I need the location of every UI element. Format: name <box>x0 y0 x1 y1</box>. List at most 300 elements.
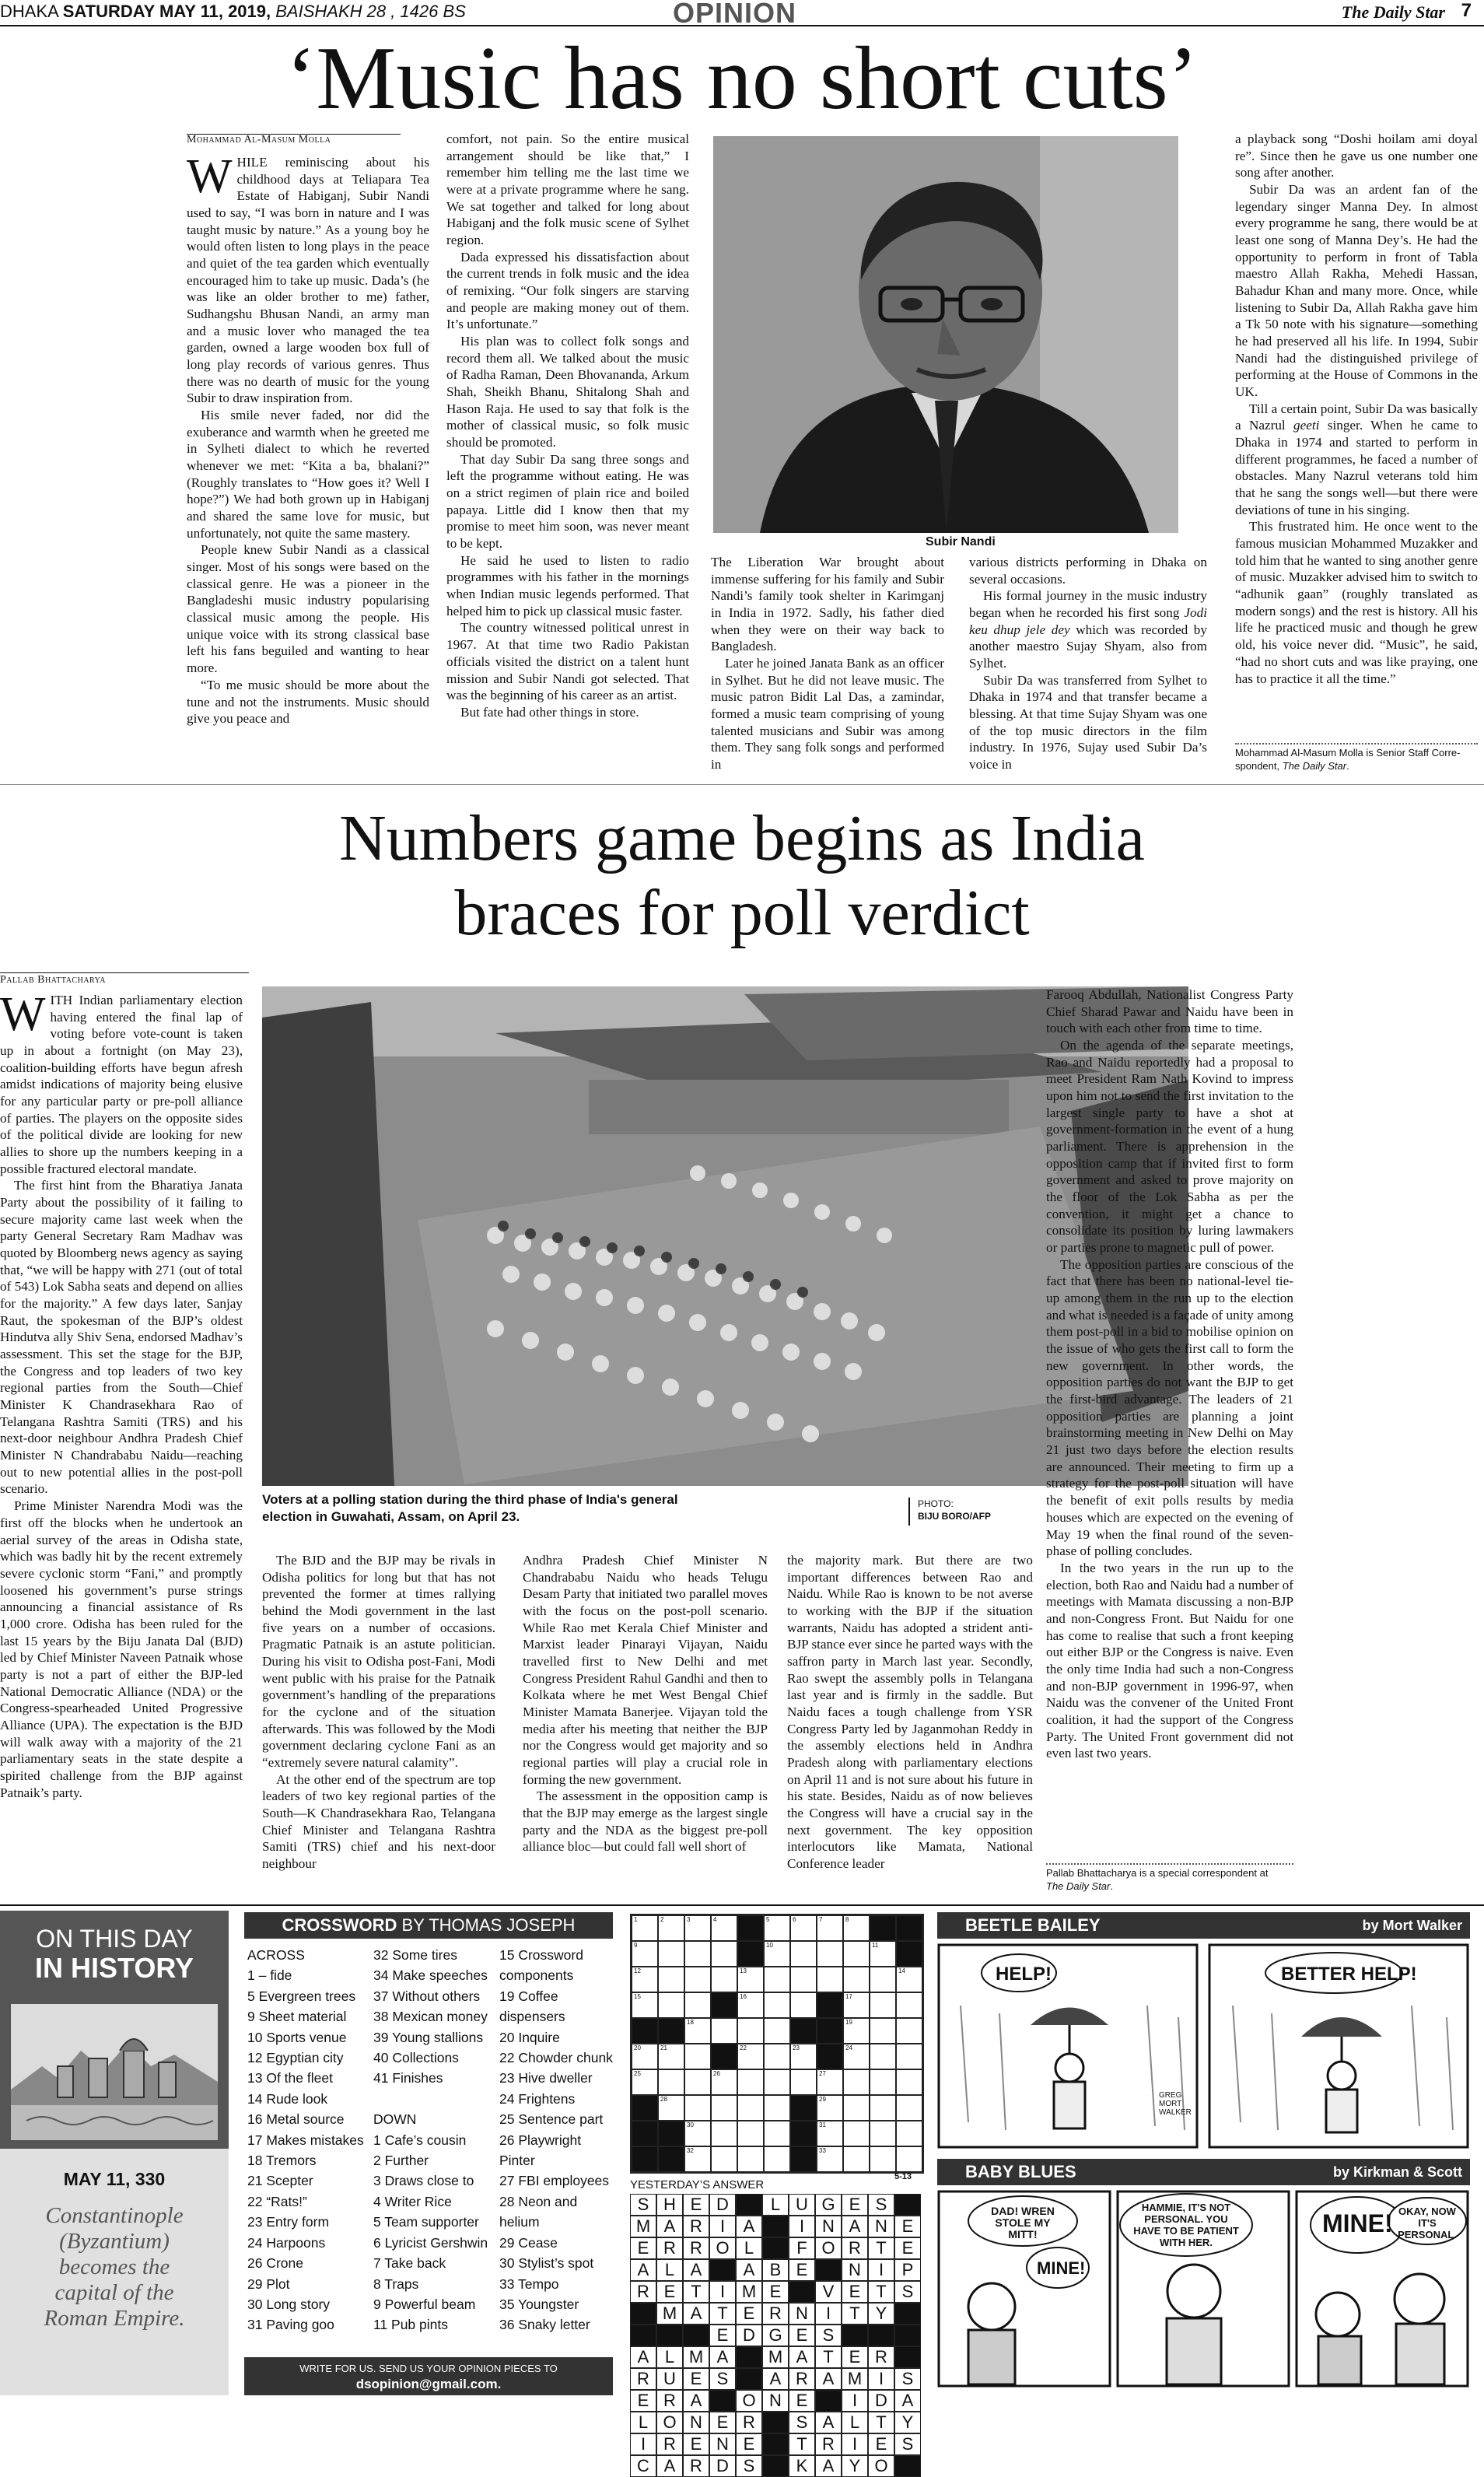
crossword-across-col1 <box>247 1945 364 2335</box>
grid-number: 25 <box>634 2070 641 2077</box>
article1-col4-p2 <box>969 587 1207 671</box>
grid-cell[interactable] <box>737 2044 764 2069</box>
grid-cell[interactable] <box>632 2069 658 2095</box>
article1-col4-p2a: His formal journey in the music industry began when he recorded his first song <box>969 588 1207 621</box>
baby-balloon-2: MINE! <box>1037 2258 1086 2278</box>
clue-a9: 9 Sheet material <box>247 2009 347 2025</box>
grid-cell[interactable] <box>843 1915 870 1941</box>
grid-cell[interactable] <box>790 1941 817 1967</box>
grid-cell[interactable] <box>843 2018 870 2044</box>
clue-a16: 16 Metal source <box>247 2111 345 2128</box>
grid-cell[interactable] <box>658 2069 684 2095</box>
clue-d25: 25 Sentence part <box>499 2111 604 2128</box>
grid-number: 22 <box>740 2044 747 2051</box>
baby-blues-strip <box>937 2190 1470 2388</box>
grid-cell[interactable] <box>870 2146 896 2172</box>
history-illustration <box>11 2004 218 2140</box>
answer-block <box>736 2368 762 2390</box>
grid-block <box>711 2044 737 2069</box>
grid-cell[interactable] <box>658 1992 684 2018</box>
answer-block <box>789 2281 815 2303</box>
grid-cell[interactable] <box>764 2069 790 2095</box>
section-label: OPINION <box>673 0 797 29</box>
grid-block <box>870 1915 896 1941</box>
beetle-title: BEETLE BAILEY <box>965 1915 1101 1935</box>
grid-number: 24 <box>845 2044 852 2051</box>
clue-d19: 19 Coffee <box>499 1988 558 2004</box>
answer-block <box>762 2412 789 2433</box>
clue-a32: 32 Some tires <box>373 1947 457 1963</box>
grid-cell[interactable] <box>843 1992 870 2018</box>
answer-letter: E <box>630 2237 656 2259</box>
answer-letter: M <box>842 2368 868 2390</box>
answer-letter: E <box>683 2194 709 2216</box>
answer-letter: E <box>789 2390 815 2412</box>
answer-letter: S <box>868 2194 894 2216</box>
grid-block <box>658 2018 684 2044</box>
paper-name: The Daily Star <box>1341 2 1445 22</box>
answer-letter: S <box>709 2368 736 2390</box>
grid-number: 15 <box>634 1993 641 2000</box>
grid-cell[interactable] <box>870 2069 896 2095</box>
grid-cell[interactable] <box>737 2069 764 2095</box>
answer-letter: E <box>842 2281 868 2303</box>
grid-cell[interactable] <box>843 2044 870 2069</box>
article2-note-b: The Daily Star <box>1046 1880 1111 1892</box>
answer-letter: O <box>656 2412 683 2433</box>
article2-col5-p4: In the two years in the run up to the election, both Rao and Naidu had a number of meetings with Mamata discussing a non-BJP and non-Congress Front. But Naidu for one has come to realise that such a front keeping out either BJP or the Congress is naive. Even the only time India had such a non-Congress and non-BJP government in 1996-97, when Naidu was the convener of the United Front coalition, it had the support of the Congress Party. The United Front government did not even last two years. <box>1046 1560 1293 1761</box>
answer-block <box>630 2325 656 2346</box>
answer-letter: G <box>762 2325 789 2346</box>
grid-cell[interactable] <box>684 1992 711 2018</box>
grid-cell[interactable] <box>711 2018 737 2044</box>
grid-cell[interactable] <box>790 1915 817 1941</box>
answer-letter: E <box>683 2368 709 2390</box>
grid-number: 7 <box>819 1916 823 1923</box>
grid-cell[interactable] <box>896 2018 922 2044</box>
grid-cell[interactable] <box>870 2121 896 2146</box>
grid-cell[interactable] <box>632 1992 658 2018</box>
answer-letter: F <box>789 2237 815 2259</box>
article1-col5-p1: a playback song “Doshi hoilam ami doyal re”. Since then he gave us one number one song after another. <box>1235 131 1478 180</box>
article1-col5-p3b: singer. When he came to Dhaka in 1974 and started to perform in different programmes, he faced a number of obstacles. Many Nazrul veterans told him that he sang the songs well—but there were deviations of tune in his singing. <box>1235 418 1478 517</box>
grid-number: 5 <box>766 1916 770 1923</box>
answer-block <box>762 2216 789 2237</box>
answer-letter: I <box>709 2216 736 2237</box>
article1-col5-p3 <box>1235 401 1478 519</box>
grid-cell[interactable] <box>684 2121 711 2146</box>
answer-letter: S <box>630 2194 656 2216</box>
answer-letter: A <box>683 2390 709 2412</box>
grid-cell[interactable] <box>658 1967 684 1992</box>
clue-a30: 30 Long story <box>247 2296 331 2312</box>
grid-cell[interactable] <box>737 1967 764 1992</box>
clue-a17: 17 Makes mistakes <box>247 2132 364 2148</box>
article1-col1-p4: “To me music should be more about the tune and not the instruments. Music should give you peace and <box>187 677 429 727</box>
article2-title <box>0 801 1484 951</box>
grid-cell[interactable] <box>896 2095 922 2121</box>
grid-cell[interactable] <box>632 2044 658 2069</box>
across-title: ACROSS <box>247 1947 305 1963</box>
crossword-header-bold: CROSSWORD <box>282 1915 397 1935</box>
answer-letter: R <box>683 2237 709 2259</box>
article1-column-3 <box>711 554 944 773</box>
article1-col1-p3: People knew Subir Nandi as a classical singer. Most of his songs were based on the classical genre. He was a pioneer in the Bangladeshi music industry popularising classical music among the people. His unique voice with its strong classical base left his fans beguiled and wanting to hear more. <box>187 542 429 676</box>
grid-cell[interactable] <box>843 1967 870 1992</box>
answer-letter: R <box>815 2433 842 2455</box>
article2-column-1 <box>0 988 243 1801</box>
answer-letter: B <box>762 2259 789 2281</box>
article1-note-b: spondent, <box>1235 759 1283 772</box>
grid-cell[interactable] <box>684 2044 711 2069</box>
answer-letter: E <box>683 2433 709 2455</box>
clue-d36: 36 Snaky letter <box>499 2317 590 2333</box>
grid-cell[interactable] <box>817 2069 843 2095</box>
grid-cell[interactable] <box>896 2121 922 2146</box>
answer-block <box>815 2390 842 2412</box>
article1-col5-p2: Subir Da was an ardent fan of the legendary singer Manna Dey. In almost every programme he sang, there would be at least one song of Manna Dey’s. He had the opportunity to perform in front of Tabla maestro Allah Rakha, Mehedi Hassan, Bahadur Khan and many more. Once, while listening to Subir Da, Allah Rakha gave him a Tk 50 note with his signature—something he had preserved all his life. In 1994, Subir Nandi had the distinguished privilege of performing at the House of Commons in the UK. <box>1235 182 1478 400</box>
answer-letter: A <box>736 2259 762 2281</box>
grid-cell[interactable] <box>817 2121 843 2146</box>
grid-block <box>896 1941 922 1967</box>
answer-letter: A <box>709 2346 736 2368</box>
answer-letter: A <box>656 2216 683 2237</box>
article1-column-1 <box>187 150 429 727</box>
article2-byline-rule <box>0 972 249 973</box>
answer-letter: R <box>842 2237 868 2259</box>
answer-letter: U <box>656 2368 683 2390</box>
grid-cell[interactable] <box>711 2121 737 2146</box>
grid-cell[interactable] <box>764 2044 790 2069</box>
answer-letter: A <box>630 2259 656 2281</box>
answer-letter: O <box>815 2237 842 2259</box>
dropcap-w: W <box>187 150 233 203</box>
clue-d20: 20 Inquire <box>499 2029 560 2045</box>
answer-letter: E <box>894 2237 921 2259</box>
photo-credit-rule <box>908 1498 910 1526</box>
grid-cell[interactable] <box>764 2121 790 2146</box>
grid-cell[interactable] <box>658 1941 684 1967</box>
clue-d28b: helium <box>499 2214 540 2230</box>
answer-letter: E <box>842 2194 868 2216</box>
grid-number: 2 <box>660 1916 664 1923</box>
answer-letter: H <box>656 2194 683 2216</box>
answer-letter: R <box>630 2281 656 2303</box>
grid-cell[interactable] <box>843 2069 870 2095</box>
grid-block <box>817 1992 843 2018</box>
grid-cell[interactable] <box>711 2146 737 2172</box>
article1-byline: Mohammad Al-Masum Molla <box>187 134 331 145</box>
answer-letter: I <box>868 2368 894 2390</box>
answer-letter: K <box>789 2455 815 2477</box>
article1-column-5 <box>1235 131 1478 687</box>
article1-col2-p3: His plan was to collect folk songs and record them all. We talked about the music of Radha Raman, Deen Bhovananda, Arkum Shah, Sheikh Bhanu, Shitalong Shah and Hason Raja. He used to say that folk is the mother of classical music, so folk music should be promoted. <box>446 334 689 450</box>
answer-letter: M <box>630 2216 656 2237</box>
article2-column-5 <box>1046 986 1293 1762</box>
grid-cell[interactable] <box>764 1992 790 2018</box>
grid-cell[interactable] <box>737 2121 764 2146</box>
clue-d1: 1 Cafe’s cousin <box>373 2132 467 2148</box>
write-for-us-box <box>244 2357 613 2395</box>
article1-col2-p1: comfort, not pain. So the entire musical arrangement should be like that,” I remember him telling me the last time we were at a private programme where he sang. We sat together and talked for long about Habiganj and the folk music scene of Sylhet region. <box>446 131 689 248</box>
grid-cell[interactable] <box>737 2018 764 2044</box>
article1-col2-p2: Dada expressed his dissatisfaction about the current trends in folk music and the idea of remixing. “Our folk singers are starving and people are making money out of them. It’s unfortunate.” <box>446 249 689 332</box>
answer-letter: R <box>656 2390 683 2412</box>
answer-letter: A <box>630 2346 656 2368</box>
grid-block <box>711 1992 737 2018</box>
answer-letter: P <box>894 2259 921 2281</box>
answer-letter: A <box>789 2346 815 2368</box>
grid-cell[interactable] <box>658 2044 684 2069</box>
grid-cell[interactable] <box>684 2018 711 2044</box>
answer-letter: E <box>868 2433 894 2455</box>
grid-number: 16 <box>740 1993 747 2000</box>
grid-number: 27 <box>819 2070 826 2077</box>
write-for-us-email[interactable]: dsopinion@gmail.com. <box>355 2377 502 2391</box>
grid-cell[interactable] <box>896 2069 922 2095</box>
article2-column-4 <box>787 1552 1033 1873</box>
grid-number: 32 <box>687 2147 694 2154</box>
article1-column-2 <box>446 131 689 721</box>
clue-a22: 22 “Rats!” <box>247 2193 307 2209</box>
grid-cell[interactable] <box>632 1915 658 1941</box>
answer-letter: A <box>815 2412 842 2433</box>
beetle-bailey-header <box>937 1912 1470 1939</box>
answer-letter: I <box>630 2433 656 2455</box>
answer-block <box>736 2194 762 2216</box>
grid-cell[interactable] <box>764 2146 790 2172</box>
answer-letter: E <box>630 2390 656 2412</box>
answer-letter: N <box>842 2259 868 2281</box>
clue-d35: 35 Youngster <box>499 2296 579 2312</box>
clue-d23: 23 Hive dweller <box>499 2070 593 2086</box>
clue-a1: 1 – fide <box>247 1967 292 1984</box>
grid-cell[interactable] <box>843 1941 870 1967</box>
grid-cell[interactable] <box>711 1915 737 1941</box>
answer-letter: L <box>656 2346 683 2368</box>
answer-letter: T <box>868 2412 894 2433</box>
grid-cell[interactable] <box>870 1941 896 1967</box>
grid-cell[interactable] <box>711 1941 737 1967</box>
answer-letter: N <box>709 2433 736 2455</box>
grid-cell[interactable] <box>684 2146 711 2172</box>
grid-cell[interactable] <box>737 2146 764 2172</box>
baby-byline: by Kirkman & Scott <box>1332 2164 1462 2180</box>
grid-cell[interactable] <box>764 2018 790 2044</box>
answer-letter: I <box>868 2259 894 2281</box>
answer-block <box>762 2433 789 2455</box>
beetle-signature: GREG MORT WALKER <box>1159 2091 1192 2117</box>
answer-grid <box>630 2194 921 2475</box>
article2-col4-p1: the majority mark. But there are two important differences between Rao and Naidu. While Rao is known to be not averse to working with the BJP if the situation warrants, Naidu has adopted a strident anti-BJP stance ever since he parted ways with the saffron party in March last year. Secondly, Rao swept the assembly polls in Telangana last year and is firmly in the saddle. But Naidu faces a tough challenge from YSR Congress Party led by Jaganmohan Reddy in the assembly elections held in Andhra Pradesh along with parliamentary elections on April 11 and is not sure about his future in his state. Besides, Naidu as of now believes the Congress will have a crucial say in the next government. The key opposition interlocutors like Mamata, National Conference leader <box>787 1553 1033 1872</box>
answer-letter: E <box>894 2216 921 2237</box>
clue-a29: 29 Plot <box>247 2276 290 2292</box>
answer-letter: N <box>683 2412 709 2433</box>
article1-note-d: . <box>1346 759 1349 772</box>
grid-cell[interactable] <box>790 2069 817 2095</box>
answer-letter: L <box>842 2412 868 2433</box>
crossword-header-rest: BY THOMAS JOSEPH <box>397 1915 576 1935</box>
history-heading-2: IN HISTORY <box>34 1952 194 1984</box>
clue-d33: 33 Tempo <box>499 2276 559 2292</box>
answer-letter: R <box>630 2368 656 2390</box>
answer-letter: V <box>815 2281 842 2303</box>
clue-a23: 23 Entry form <box>247 2214 330 2230</box>
grid-cell[interactable] <box>711 1967 737 1992</box>
article1-note-c: The Daily Star <box>1282 759 1347 772</box>
answer-letter: E <box>656 2281 683 2303</box>
grid-cell[interactable] <box>870 1967 896 1992</box>
clue-d26: 26 Playwright <box>499 2132 582 2148</box>
answer-block <box>894 2303 921 2325</box>
dropcap-w2: W <box>0 988 46 1041</box>
grid-cell[interactable] <box>684 1915 711 1941</box>
grid-cell[interactable] <box>790 1992 817 2018</box>
grid-number: 6 <box>793 1916 796 1923</box>
article1-col5-p3a: Till a certain point, Subir Da was basically a Nazrul <box>1235 401 1478 433</box>
grid-cell[interactable] <box>843 2121 870 2146</box>
clue-a5: 5 Evergreen trees <box>247 1988 356 2004</box>
write-for-us-line1: WRITE FOR US. SEND US YOUR OPINION PIECES TO <box>299 2363 558 2374</box>
answer-letter: M <box>762 2346 789 2368</box>
grid-cell[interactable] <box>764 1967 790 1992</box>
grid-cell[interactable] <box>658 1915 684 1941</box>
grid-cell[interactable] <box>896 2044 922 2069</box>
on-this-day-box <box>0 1911 229 2395</box>
photo-credit-label: PHOTO: <box>918 1498 954 1509</box>
answer-letter: C <box>630 2455 656 2477</box>
clue-d28: 28 Neon and <box>499 2193 578 2209</box>
crossword-grid[interactable] <box>630 1914 924 2174</box>
grid-cell[interactable] <box>896 2146 922 2172</box>
grid-cell[interactable] <box>737 1992 764 2018</box>
page-number: 7 <box>1461 0 1472 21</box>
clue-d5: 5 Team supporter <box>373 2214 479 2230</box>
grid-cell[interactable] <box>843 2146 870 2172</box>
answer-letter: D <box>868 2390 894 2412</box>
grid-cell[interactable] <box>632 1941 658 1967</box>
clue-a41: 41 Finishes <box>373 2070 443 2086</box>
answer-letter: T <box>842 2303 868 2325</box>
article1-col3-p2: Later he joined Janata Bank as an officer in Sylhet. But he did not leave music. The music patron Bidit Lal Das, a zamindar, formed a music team comprising of young talented musicians and Subir was among them. They sang folk songs and performed in <box>711 656 944 773</box>
grid-cell[interactable] <box>870 2044 896 2069</box>
grid-cell[interactable] <box>870 2095 896 2121</box>
geeti-word: geeti <box>1293 418 1320 433</box>
article2-col2-p2: At the other end of the spectrum are top leaders of two key regional parties of the South—K Chandrasekhara Rao, Telangana Chief Minister and Telangana Rashtra Samiti (TRS) chief and his next-door neighbour <box>262 1771 495 1872</box>
clue-d15: 15 Crossword <box>499 1947 583 1963</box>
answer-letter: R <box>656 2433 683 2455</box>
grid-cell[interactable] <box>790 2044 817 2069</box>
answer-letter: A <box>762 2368 789 2390</box>
grid-cell[interactable] <box>764 1941 790 1967</box>
article2-photo-caption <box>262 1491 931 1526</box>
grid-cell[interactable] <box>764 1915 790 1941</box>
answer-block <box>894 2194 921 2216</box>
grid-cell[interactable] <box>817 2146 843 2172</box>
answer-letter: A <box>683 2303 709 2325</box>
date-city: DHAKA <box>0 2 58 21</box>
grid-cell[interactable] <box>817 1915 843 1941</box>
answer-letter: T <box>815 2346 842 2368</box>
grid-cell[interactable] <box>817 2095 843 2121</box>
answer-letter: L <box>656 2259 683 2281</box>
article1-col3-p1: The Liberation War brought about immense suffering for his family and Subir Nandi’s family took shelter in Karimganj in India in 1972. Sadly, his father died when they were on their way back to Bangladesh. <box>711 555 944 654</box>
answer-block <box>815 2259 842 2281</box>
answer-letter: A <box>815 2368 842 2390</box>
answer-letter: I <box>709 2281 736 2303</box>
date-bs: BAISHAKH 28 , 1426 BS <box>275 2 466 21</box>
answer-block <box>762 2237 789 2259</box>
clue-d24: 24 Frightens <box>499 2090 576 2107</box>
answer-letter: E <box>736 2303 762 2325</box>
answer-letter: A <box>894 2390 921 2412</box>
article2-col5-p3: The opposition parties are conscious of the fact that there has been no national-level tie-up among them in the run up to the election and what is needed is a façade of unity among them post-poll in a bid to mobilise opinion on the issue of who gets the first call to form the new government. In other words, the opposition parties do not want the BJP to get the first-bird advantage. The leaders of 21 opposition parties are planning a joint brainstorming meeting in New Delhi on May 21 just two days before the election results are announced. Their meeting to firm up a strategy for the post-poll situation will have the benefit of exit polls results by media houses which are expected on the evening of May 19 when the final round of the seven-phase of polling concludes. <box>1046 1256 1293 1559</box>
grid-cell[interactable] <box>632 1967 658 1992</box>
constantinople-engraving <box>11 2004 218 2140</box>
grid-number: 11 <box>872 1942 879 1949</box>
clue-d27: 27 FBI employees <box>499 2173 610 2189</box>
grid-cell[interactable] <box>711 2069 737 2095</box>
grid-cell[interactable] <box>843 2095 870 2121</box>
clue-a10: 10 Sports venue <box>247 2029 347 2045</box>
grid-cell[interactable] <box>764 2095 790 2121</box>
article2-note-a: Pallab Bhattacharya is a special correspondent at <box>1046 1867 1269 1879</box>
grid-cell[interactable] <box>684 2095 711 2121</box>
clue-d15b: components <box>499 1967 574 1984</box>
answer-letter: E <box>709 2325 736 2346</box>
grid-cell[interactable] <box>790 1967 817 1992</box>
grid-number: 17 <box>845 1993 852 2000</box>
grid-cell[interactable] <box>817 1967 843 1992</box>
grid-cell[interactable] <box>684 2069 711 2095</box>
clue-a26: 26 Crone <box>247 2255 303 2272</box>
answer-letter: Y <box>868 2303 894 2325</box>
song-title: Jodi keu dhup jele dey <box>969 605 1207 637</box>
history-heading-1: ON THIS DAY <box>36 1925 193 1953</box>
article2-caption-line1: Voters at a polling station during the third phase of India's general <box>262 1492 678 1507</box>
grid-cell[interactable] <box>896 1967 922 1992</box>
grid-number: 26 <box>713 2070 720 2077</box>
answer-letter: I <box>842 2390 868 2412</box>
baby-balloon-1: DAD! WREN STOLE MY MITT! <box>991 2205 1055 2241</box>
answer-letter: R <box>736 2412 762 2433</box>
clue-a24: 24 Harpoons <box>247 2234 326 2251</box>
clue-d6: 6 Lyricist Gershwin <box>373 2234 488 2251</box>
grid-number: 31 <box>819 2121 826 2128</box>
grid-cell[interactable] <box>684 1967 711 1992</box>
answer-letter: M <box>736 2281 762 2303</box>
grid-block <box>896 1915 922 1941</box>
grid-cell[interactable] <box>711 2095 737 2121</box>
article2-col1-p3: Prime Minister Narendra Modi was the first off the blocks when he undertook an aerial survey of the areas in Odisha state, which was badly hit by the recent extremely severe cyclonic storm “Fani,” and promptly loosened his government’s purse strings announcing a financial assistance of Rs 1,000 crore. Odisha has been ruled for the last 15 years by the Biju Janata Dal (BJD) led by Chief Minister Naveen Patnaik whose party is not a part of either the BJP-led National Democratic Alliance (NDA) or the Congress-spearheaded United Progressive Alliance (UPA). The expectation is the BJD will walk away with a majority of the 21 parliamentary seats in the state despite a spirited challenge from the BJP against Patnaik’s party. <box>0 1498 243 1800</box>
article2-column-3 <box>523 1552 768 1855</box>
grid-cell[interactable] <box>870 2018 896 2044</box>
grid-cell[interactable] <box>817 1941 843 1967</box>
answer-letter: N <box>868 2216 894 2237</box>
grid-cell[interactable] <box>684 1941 711 1967</box>
grid-number: 13 <box>740 1967 747 1974</box>
answer-letter: L <box>630 2412 656 2433</box>
grid-number: 29 <box>819 2096 826 2103</box>
answer-block <box>894 2455 921 2477</box>
answer-letter: L <box>736 2237 762 2259</box>
grid-number: 23 <box>793 2044 800 2051</box>
grid-cell[interactable] <box>737 2095 764 2121</box>
grid-cell[interactable] <box>896 1992 922 2018</box>
article2-col3-p2: The assessment in the opposition camp is that the BJP may emerge as the largest single party and the NDA as the biggest pre-poll alliance bloc—but could fall well short of <box>523 1789 768 1855</box>
grid-cell[interactable] <box>658 2095 684 2121</box>
grid-cell[interactable] <box>870 1992 896 2018</box>
